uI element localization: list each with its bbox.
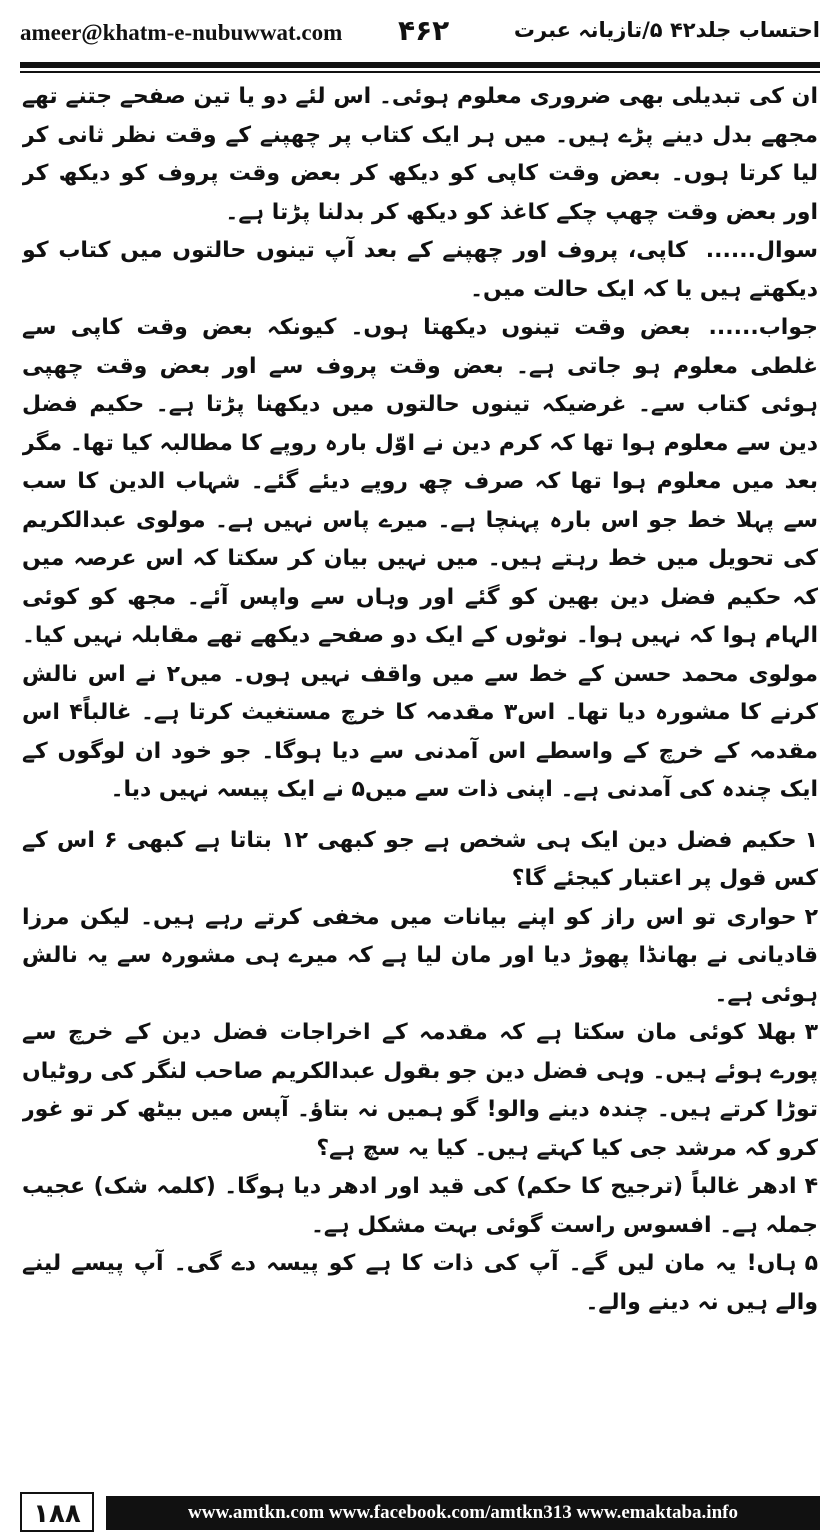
question-label: سوال......	[705, 238, 818, 263]
footnote-number: ۱	[804, 827, 818, 853]
answer-text: بعض وقت تینوں دیکھتا ہوں۔ کیونکہ بعض وقت کاپی سے غلطی معلوم ہو جاتی ہے۔ بعض وقت پروف سے اور بعض وقت چھپی ہوئی کتاب سے۔ غرضیکہ تینوں حالتوں میں دیکھنا پڑتا ہے۔ حکیم فضل دین سے معلوم ہوا تھا کہ کرم دین نے اوّل بارہ روپے کا مطالبہ کیا تھا۔ مگر بعد میں معلوم ہوا تھا کہ صرف چھ روپے دیئے گئے۔ شہاب الدین کا سب سے پہلا خط جو اس بارہ پہنچا ہے۔ میرے پاس نہیں ہے۔ مولوی عبدالکریم کی تحویل میں خط رہتے ہیں۔ میں نہیں بیان کر سکتا کہ اس عرصہ میں کہ حکیم فضل دین بھین کو گئے اور وہاں سے واپس آئے۔ مجھ کو کوئی الہام ہوا کہ نہیں ہوا۔ نوٹوں کے ایک دو صفحے دیکھے تھے مقابلہ نہیں کیا۔ مولوی محمد حسن کے خط سے میں واقف نہیں ہوں۔ میں۲ نے اس نالش کرنے کا مشورہ دیا تھا۔ اس۳ مقدمہ کا خرچ مستغیث کرتا ہے۔ غالباً۴ اس مقدمہ کے خرچ کے واسطے اس آمدنی سے دیا ہوگا۔ جو خود ان لوگوں کے ایک چندہ کی آمدنی ہے۔ اپنی ذات سے میں۵ نے ایک پیسہ نہیں دیا۔	[22, 315, 818, 802]
footnote	[22, 1168, 818, 1245]
page-footer	[20, 1492, 820, 1536]
footnotes	[22, 822, 818, 1323]
header-rule-thick	[20, 62, 820, 68]
footnote-number: ۲	[804, 904, 818, 930]
footnote-text: حواری تو اس راز کو اپنے بیانات میں مخفی کرتے رہے ہیں۔ لیکن مرزا قادیانی نے بھانڈا پھوڑ دیا اور مان لیا ہے کہ میرے ہی مشورہ سے یہ نالش ہوئی ہے۔	[22, 904, 818, 1007]
page-header	[20, 12, 820, 58]
footnote-number: ۴	[804, 1174, 818, 1199]
answer-label: جواب......	[708, 315, 818, 340]
paragraph-1: ان کی تبدیلی بھی ضروری معلوم ہوئی۔ اس لئے دو یا تین صفحے جتنے تھے مجھے بدل دینے پڑے ہیں۔ میں ہر ایک کتاب پر چھپنے کے وقت نظر ثانی کر لیا کرتا ہوں۔ بعض وقت کاپی کو دیکھ کر بعض وقت پروف کو دیکھ کر اور بعض وقت چھپ چکے کاغذ کو دیکھ کر بدلنا پڑتا ہے۔	[22, 84, 818, 225]
footnote	[22, 822, 818, 899]
question-paragraph	[22, 232, 818, 309]
footnote-text: ادھر غالباً (ترجیح کا حکم) کی قید اور ادھر دیا ہوگا۔ (کلمہ شک) عجیب جملہ ہے۔ افسوس راست گوئی بہت مشکل ہے۔	[22, 1174, 818, 1238]
footnote	[22, 899, 818, 1015]
footnote-text: بھلا کوئی مان سکتا ہے کہ مقدمہ کے اخراجات فضل دین کے خرچ سے پورے ہوئے ہیں۔ وہی فضل دین جو بقول عبدالکریم صاحب لنگر کی روٹیاں توڑا کرتے ہیں۔ چندہ دینے والو! گو ہمیں نہ بتاؤ۔ آپس میں بیٹھ کر تو غور کرو کہ مرشد جی کیا کہتے ہیں۔ کیا یہ سچ ہے؟	[22, 1020, 818, 1161]
footnote-text: ہاں! یہ مان لیں گے۔ آپ کی ذات کا ہے کو پیسہ دے گی۔ آپ پیسے لینے والے ہیں نہ دینے والے۔	[22, 1251, 818, 1315]
answer-paragraph	[22, 309, 818, 810]
footnote-number: ۳	[804, 1020, 818, 1045]
footnote	[22, 1245, 818, 1322]
header-rule-thin	[20, 71, 820, 73]
footer-number-box: ۱۸۸	[20, 1492, 94, 1532]
footnote	[22, 1014, 818, 1168]
header-email: ameer@khatm-e-nubuwwat.com	[20, 20, 343, 45]
running-title: احتساب جلد۴۲ ۵/تازیانہ عبرت	[513, 18, 820, 42]
footnote-text: حکیم فضل دین ایک ہی شخص ہے جو کبھی ۱۲ بتاتا ہے کبھی ۶ اس کے کس قول پر اعتبار کیجئے گا؟	[22, 827, 818, 891]
page-body	[22, 78, 818, 1478]
footnote-number: ۵	[804, 1251, 818, 1276]
question-text: کاپی، پروف اور چھپنے کے بعد آپ تینوں حالتوں میں کتاب کو دیکھتے ہیں یا کہ ایک حالت میں۔	[22, 238, 818, 302]
page-number: ۴۶۲	[398, 14, 450, 47]
footer-urls: www.amtkn.com www.facebook.com/amtkn313 www.emaktaba.info	[106, 1496, 820, 1530]
